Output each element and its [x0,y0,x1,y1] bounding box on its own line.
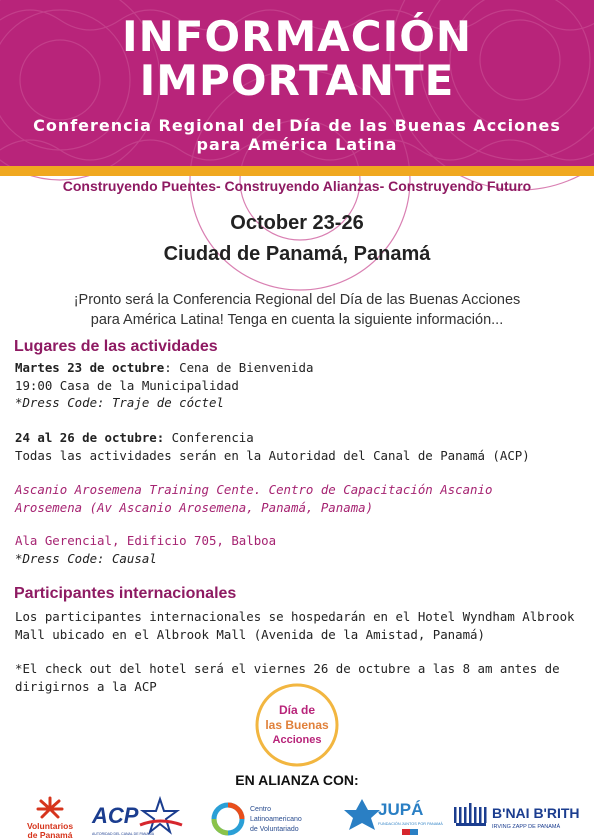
logo-line-3: Acciones [272,734,322,746]
checkout-line-1: *El check out del hotel será el viernes 26 de octubre a las 8 am antes de [15,661,560,676]
conference-location: Todas las actividades serán en la Autoridad del Canal de Panamá (ACP) [15,447,530,463]
buenas-acciones-logo [254,682,340,768]
section-heading-lugares: Lugares de las actividades [14,338,218,355]
conference-dates: 24 al 26 de octubre: [15,430,165,445]
training-line-1: Ascanio Arosemena Training Cente. Centro de Capacitación Ascanio [15,482,493,497]
centro-text-1: Centro [250,806,272,813]
acp-text: ACP [92,803,139,828]
title-line-1: INFORMACIÓN [121,12,473,61]
martes-date: Martes 23 de octubre [15,360,165,375]
jupa-logo [342,795,443,839]
centro-latinoamericano-logo [210,795,320,839]
centro-text-2: Latinoamericano [250,816,302,823]
gold-divider [0,166,594,176]
acp-subtext: AUTORIDAD DEL CANAL DE PANAMÁ [92,832,155,836]
voluntarios-text-1: Voluntarios [26,821,74,831]
subtitle-line-2: para América Latina [196,135,398,154]
intro-line-2: para América Latina! Tenga en cuenta la siguiente información... [90,312,504,328]
centro-text-3: de Voluntariado [250,826,299,833]
bnai-text: B'NAI B'RITH [492,805,580,821]
martes-event: : Cena de Bienvenida [164,360,314,375]
jupa-subtext: FUNDACIÓN JUNTOS POR PANAMÁ [378,822,443,826]
event-location: Ciudad de Panamá, Panamá [163,243,431,265]
bnai-subtext: IRVING ZAPP DE PANAMÁ [492,824,561,830]
header-banner [0,0,594,166]
ala-block [15,532,585,567]
martes-block [15,359,585,412]
intro-text [30,290,564,330]
intro-line-1: ¡Pronto será la Conferencia Regional del Día de las Buenas Acciones [73,292,521,308]
voluntarios-text-2: de Panamá [27,830,73,839]
ala-dress-code: *Dress Code: Causal [15,550,157,566]
martes-time: 19:00 Casa de la Municipalidad [15,377,239,393]
martes-dress-code: *Dress Code: Traje de cóctel [15,395,224,410]
participantes-text [15,608,585,643]
checkout-line-2: dirigirnos a la ACP [15,678,157,694]
training-center-block [15,481,585,516]
alianza-heading: EN ALIANZA CON: [235,772,359,788]
title-line-2: IMPORTANTE [139,56,455,105]
tagline: Construyendo Puentes- Construyendo Alianzas- Construyendo Futuro [62,178,532,194]
participantes-line-1: Los participantes internacionales se hospedarán en el Hotel Wyndham Albrook [15,609,575,624]
ala-gerencial: Ala Gerencial, Edificio 705, Balboa [15,533,277,548]
conference-block [15,429,585,464]
logo-line-1: Día de [278,703,316,717]
voluntarios-panama-logo [20,795,80,839]
subtitle-line-1: Conferencia Regional del Día de las Buenas Acciones [33,116,561,135]
event-dates: October 23-26 [230,212,364,234]
section-heading-participantes: Participantes internacionales [14,585,237,602]
logo-line-2: las Buenas [265,718,329,732]
conference-label: Conferencia [164,430,254,445]
acp-logo [90,795,185,839]
participantes-line-2: Mall ubicado en el Albrook Mall (Avenida de la Amistad, Panamá) [15,626,485,642]
bnai-brith-logo [452,795,582,839]
training-line-2: Arosemena (Av Ascanio Arosemena, Panamá, Panama) [15,499,374,515]
jupa-text: JUPÁ [378,800,424,819]
